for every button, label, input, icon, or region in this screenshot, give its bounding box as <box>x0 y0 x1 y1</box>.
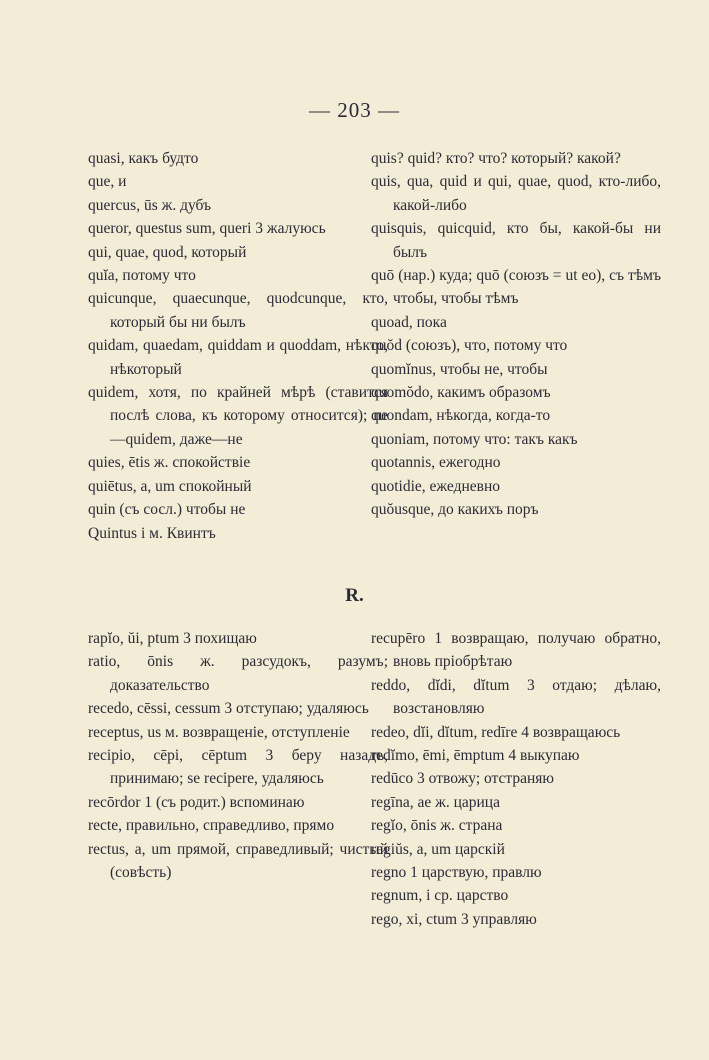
dictionary-entry: quoniam, потому что: такъ какъ <box>371 430 578 448</box>
dictionary-entry: quisquis, quicquid, кто бы, какой-бы ни былъ <box>371 220 661 261</box>
dictionary-entry: quŏd (союзъ), что, потому что <box>371 337 568 355</box>
dictionary-entry: recte, правильно, справедливо, прямо <box>88 817 335 835</box>
dictionary-entry: quomĭnus, чтобы не, чтобы <box>371 360 548 378</box>
dictionary-entry: regīna, ae ж. царица <box>371 793 500 811</box>
dictionary-entry: quotidie, ежедневно <box>371 477 501 495</box>
dictionary-entry: quĭa, потому что <box>88 267 196 285</box>
dictionary-entry: quō (нар.) куда; quō (союзъ = ut eo), съ тѣмъ чтобы, чтобы тѣмъ <box>371 267 661 308</box>
dictionary-entry: quŏusque, до какихъ поръ <box>371 501 539 519</box>
dictionary-entry: quotannis, ежегодно <box>371 454 501 472</box>
dictionary-entry: queror, questus sum, queri 3 жалуюсь <box>88 220 326 238</box>
dictionary-entry: reddo, dĭdi, dĭtum 3 отдаю; дѣлаю, возстановляю <box>371 676 661 718</box>
dictionary-entry: rapĭo, ŭi, ptum 3 похищаю <box>88 630 257 647</box>
r-entries-left-column <box>88 627 388 884</box>
dictionary-entry: rectus, a, um прямой, справедливый; чистый (совѣсть) <box>88 840 388 882</box>
dictionary-entry: quasi, какъ будто <box>88 150 199 167</box>
dictionary-entry: quidem, хотя, по крайней мѣрѣ (ставится послѣ слова, къ которому относится); ne—quidem, даже—не <box>88 384 388 448</box>
dictionary-entry: recupēro 1 возвращаю, получаю обратно, вновь пріобрѣтаю <box>371 630 661 671</box>
dictionary-entry: recipio, cēpi, cēptum 3 беру назадъ, принимаю; se recipere, удаляюсь <box>88 747 388 788</box>
dictionary-entry: qui, quae, quod, который <box>88 243 247 261</box>
dictionary-entry: quondam, нѣкогда, когда-то <box>371 407 551 425</box>
dictionary-entry: regnum, i ср. царство <box>371 887 509 905</box>
section-letter: R. <box>345 585 364 606</box>
r-entries-right-column <box>371 627 661 931</box>
dictionary-entry: quies, ētis ж. спокойствіе <box>88 454 251 472</box>
dictionary-entry: que, и <box>88 173 127 191</box>
dictionary-entry: regĭo, ōnis ж. страна <box>371 817 503 835</box>
dictionary-entry: quomŏdo, какимъ образомъ <box>371 384 551 402</box>
dictionary-entry: regno 1 царствую, правлю <box>371 864 542 882</box>
dictionary-entry: quin (съ сосл.) чтобы не <box>88 501 246 519</box>
dictionary-entry: quiētus, a, um спокойный <box>88 477 252 495</box>
dictionary-entry: regiŭs, a, um царскій <box>371 840 505 858</box>
dictionary-entry: rego, xi, ctum 3 управляю <box>371 910 537 928</box>
dictionary-entry: quicunque, quaecunque, quodcunque, кто, который бы ни былъ <box>88 290 388 331</box>
page-number: — 203 — <box>309 98 400 122</box>
dictionary-entry: redĭmo, ēmi, ēmptum 4 выкупаю <box>371 747 580 765</box>
dictionary-entry: redūco 3 отвожу; отстраняю <box>371 770 554 788</box>
q-entries-left-column <box>88 147 388 545</box>
dictionary-entry: quidam, quaedam, quiddam и quoddam, нѣкто, нѣкоторый <box>88 337 388 378</box>
dictionary-entry: recedo, cēssi, cessum 3 отступаю; удаляюсь <box>88 700 369 718</box>
dictionary-entry: quis, qua, quid и qui, quae, quod, кто-либо, какой-либо <box>371 173 661 214</box>
dictionary-entry: ratio, ōnis ж. разсудокъ, разумъ; доказательство <box>88 653 388 694</box>
dictionary-entry: quercus, ūs ж. дубъ <box>88 196 212 214</box>
dictionary-entry: quis? quid? кто? что? который? какой? <box>371 150 621 167</box>
q-entries-right-column <box>371 147 661 522</box>
dictionary-entry: recōrdor 1 (съ родит.) вспоминаю <box>88 793 305 811</box>
dictionary-entry: receptus, us м. возвращеніе, отступленіе <box>88 723 350 741</box>
dictionary-entry: Quintus i м. Квинтъ <box>88 524 216 542</box>
dictionary-entry: quoad, пока <box>371 313 447 331</box>
dictionary-entry: redeo, dĭi, dĭtum, redīre 4 возвращаюсь <box>371 723 621 741</box>
